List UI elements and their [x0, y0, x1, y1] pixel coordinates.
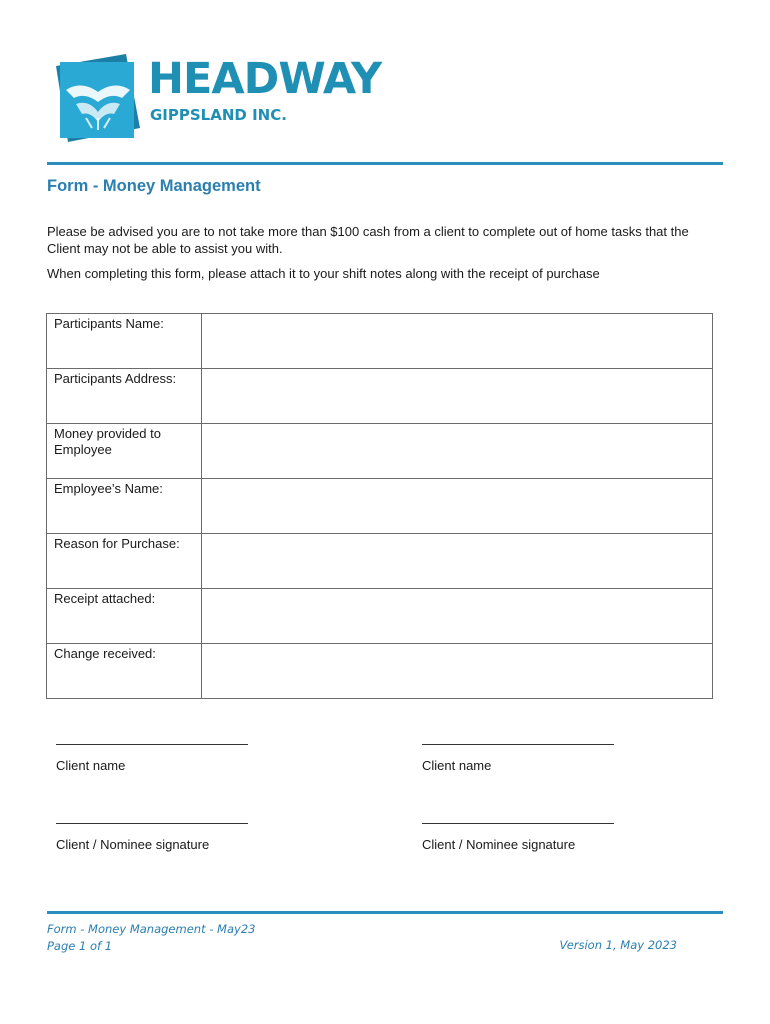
change-received-label: Change received: — [47, 644, 202, 699]
employee-name-label: Employee’s Name: — [47, 479, 202, 534]
logo-name: HEADWAY — [148, 54, 382, 104]
table-row — [47, 589, 713, 644]
money-management-table — [46, 313, 713, 699]
reason-for-purchase-label: Reason for Purchase: — [47, 534, 202, 589]
money-provided-field[interactable] — [202, 424, 713, 479]
instruction-paragraph: When completing this form, please attach it to your shift notes along with the receipt of purchase — [47, 266, 600, 281]
client-name-label-left: Client name — [56, 758, 126, 773]
table-row — [47, 424, 713, 479]
footer-version: Version 1, May 2023 — [559, 938, 677, 952]
table-row — [47, 644, 713, 699]
client-name-label-right: Client name — [422, 758, 492, 773]
participants-name-field[interactable] — [202, 314, 713, 369]
footer-form-title: Form - Money Management - May23 — [47, 922, 256, 936]
table-row — [47, 534, 713, 589]
signature-label-right: Client / Nominee signature — [422, 837, 576, 852]
intro-paragraph: Please be advised you are to not take more than $100 cash from a client to complete out of home tasks that the Client may not be able to assist you with. — [47, 224, 689, 256]
form-title: Form - Money Management — [47, 177, 261, 195]
participants-name-label: Participants Name: — [47, 314, 202, 369]
table-row — [47, 314, 713, 369]
signature-line-right[interactable] — [422, 823, 614, 824]
table-row — [47, 479, 713, 534]
footer-page-number: Page 1 of 1 — [47, 939, 113, 953]
change-received-field[interactable] — [202, 644, 713, 699]
headway-logo — [52, 52, 392, 144]
reason-for-purchase-field[interactable] — [202, 534, 713, 589]
participants-address-label: Participants Address: — [47, 369, 202, 424]
logo-subtitle: GIPPSLAND INC. — [150, 106, 287, 124]
footer-info — [47, 921, 255, 955]
client-name-line-left[interactable] — [56, 744, 248, 745]
signature-line-left[interactable] — [56, 823, 248, 824]
signature-label-left: Client / Nominee signature — [56, 837, 210, 852]
receipt-attached-label: Receipt attached: — [47, 589, 202, 644]
table-row — [47, 369, 713, 424]
client-name-line-right[interactable] — [422, 744, 614, 745]
money-provided-label: Money provided to Employee — [47, 424, 202, 479]
employee-name-field[interactable] — [202, 479, 713, 534]
header-rule — [47, 162, 723, 165]
receipt-attached-field[interactable] — [202, 589, 713, 644]
participants-address-field[interactable] — [202, 369, 713, 424]
footer-rule — [47, 911, 723, 914]
logo-hands-icon — [52, 52, 144, 144]
